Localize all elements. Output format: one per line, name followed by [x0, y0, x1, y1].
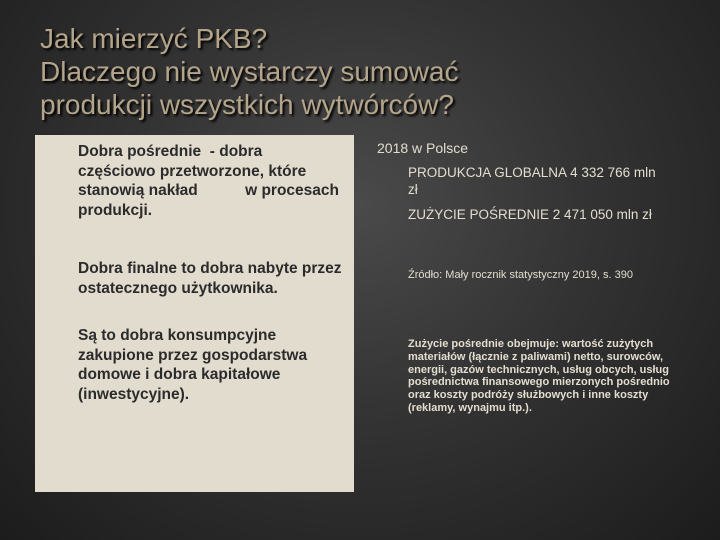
source-citation: Źródło: Mały rocznik statystyczny 2019, s. 390 — [408, 269, 633, 281]
title-line-2: Dlaczego nie wystarczy sumować — [40, 56, 459, 87]
stat-item-intermediate-consumption — [408, 206, 668, 223]
left-bullet-item — [78, 259, 343, 298]
title-line-1: Jak mierzyć PKB? — [40, 23, 268, 54]
stat-value: 2 471 050 mln zł — [552, 207, 652, 222]
slide-title — [40, 22, 700, 121]
stat-item-global-production — [408, 164, 658, 198]
left-item-text: Dobra finalne to dobra nabyte przez ostatecznego użytkownika. — [78, 260, 342, 297]
left-bullet-item — [78, 326, 343, 404]
left-item-text: Dobra pośrednie - dobra częściowo przetworzone, które stanowią nakład w procesach produkcji. — [78, 143, 344, 219]
definition-note: Zużycie pośrednie obejmuje: wartość zużytych materiałów (łącznie z paliwami) netto, surowców, energii, gazów technicznych, usług obcych, usług pośrednictwa finansowego mierzonych pośrednio oraz koszty podróży służbowych i inne koszty (reklamy, wynajmu itp.). — [408, 338, 670, 414]
left-bullet-item — [78, 142, 343, 220]
stat-value: 4 332 766 mln zł — [408, 165, 656, 197]
stat-label: ZUŻYCIE POŚREDNIE — [408, 207, 550, 222]
stat-label: PRODUKCJA GLOBALNA — [408, 165, 567, 180]
left-item-text: Są to dobra konsumpcyjne zakupione przez gospodarstwa domowe i dobra kapitałowe (inwestycyjne). — [78, 327, 308, 403]
right-heading: 2018 w Polsce — [377, 140, 469, 156]
title-line-3: produkcji wszystkich wytwórców? — [40, 89, 454, 120]
